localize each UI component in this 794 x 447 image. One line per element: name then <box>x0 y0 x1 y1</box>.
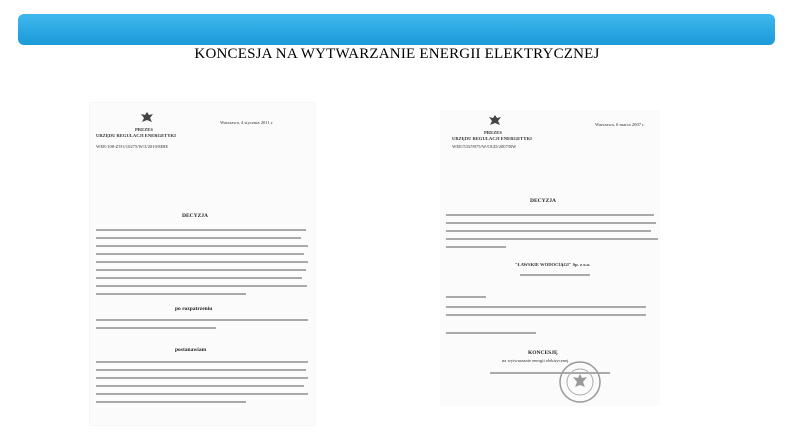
place-date: Warszawa, 4 stycznia 2011 r. <box>220 120 274 125</box>
sub-heading-2: postanawiam <box>175 347 207 353</box>
decision-document-right <box>440 110 660 406</box>
decision-document-left <box>90 103 315 425</box>
place-date: Warszawa, 6 marca 2007 r. <box>595 122 645 127</box>
decision-heading: DECYZJA <box>530 198 556 204</box>
licensee-name: "ŁAWSKIE WODOCIĄGI" Sp. z o.o. <box>515 262 591 267</box>
reference-number: WEE/108-ZTO/10275/W/3/2010/MBE <box>96 144 169 149</box>
eagle-emblem-icon <box>140 111 154 125</box>
org-line2: URZĘDU REGULACJI ENERGETYKI <box>96 133 176 138</box>
org-line1: PREZES <box>135 127 153 132</box>
eagle-emblem-icon <box>488 114 502 128</box>
concession-subject: na wytwarzanie energii elektrycznej <box>502 358 569 363</box>
org-line2: URZĘDU REGULACJI ENERGETYKI <box>452 136 532 141</box>
decision-heading: DECYZJA <box>182 213 208 219</box>
concession-heading: KONCESJĘ <box>528 350 558 356</box>
slide-title: KONCESJA NA WYTWARZANIE ENERGII ELEKTRYCZNEJ <box>194 46 600 62</box>
header-bar <box>18 14 775 45</box>
official-seal-icon <box>558 360 602 404</box>
sub-heading-1: po rozpatrzeniu <box>175 306 213 312</box>
org-line1: PREZES <box>484 130 502 135</box>
reference-number: WEE/535/9975/W/OGD/2007/RW <box>452 144 517 149</box>
